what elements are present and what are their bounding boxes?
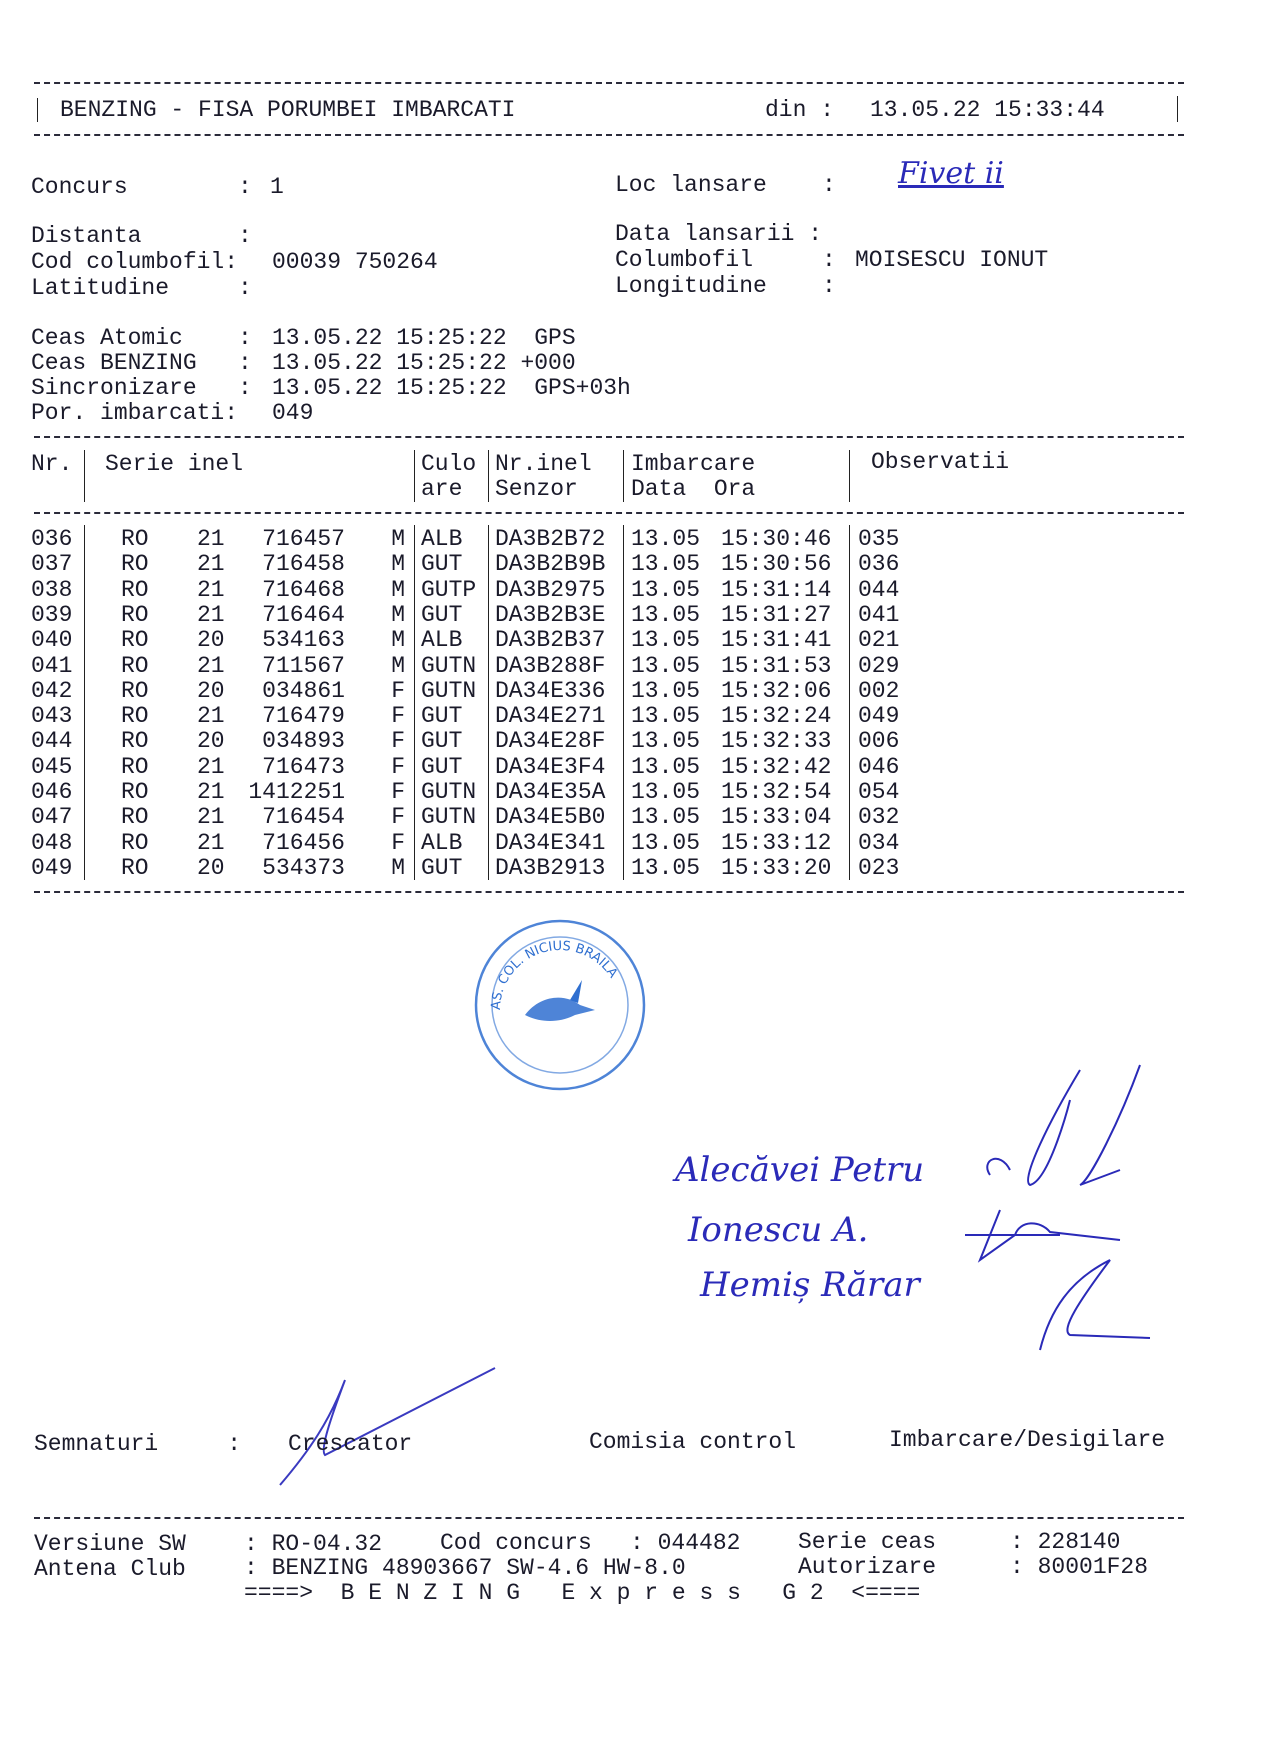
cell-obs: 034 [858, 829, 900, 856]
col-sep [623, 677, 624, 703]
cell-culoare: GUT [421, 728, 463, 755]
col-sep [414, 803, 415, 829]
col-sep [84, 626, 85, 652]
col-sep [849, 525, 850, 551]
col-sep [488, 601, 489, 627]
cell-ora: 15:33:04 [721, 804, 832, 831]
col-sep [84, 854, 85, 880]
col-data-ora: Data Ora [631, 476, 756, 502]
cell-inel: 716457 [262, 526, 345, 552]
autorizare-label: Autorizare [798, 1554, 937, 1580]
versiune-value: : RO-04.32 [244, 1531, 383, 1557]
cell-an: 21 [197, 601, 225, 628]
cell-inel: 716468 [262, 576, 345, 603]
columbofil-value: MOISESCU IONUT [855, 247, 1049, 273]
col-sep [414, 727, 415, 753]
col-sep [623, 525, 624, 551]
cell-data: 13.05 [631, 601, 701, 628]
col-sep [623, 854, 624, 880]
cell-nr: 049 [31, 854, 73, 881]
cell-sex: F [391, 703, 405, 730]
cell-senzor: DA3B2B72 [495, 526, 606, 552]
col-sep [488, 576, 489, 602]
cell-tara: RO [121, 728, 149, 755]
header-bar-left [37, 98, 38, 122]
cell-nr: 037 [31, 551, 73, 578]
col-sep [849, 677, 850, 703]
autorizare-value: : 80001F28 [1010, 1554, 1149, 1580]
cell-ora: 15:31:14 [721, 576, 832, 603]
cell-nr: 039 [31, 601, 73, 628]
col-sep [488, 829, 489, 855]
cell-senzor: DA3B2913 [495, 854, 606, 881]
col-nr: Nr. [31, 451, 73, 477]
benzing-banner: ====> B E N Z I N G E x p r e s s G 2 <==== [244, 1580, 921, 1606]
versiune-label: Versiune SW [34, 1531, 186, 1557]
cell-tara: RO [121, 779, 149, 805]
cell-senzor: DA3B2B37 [495, 627, 606, 654]
col-sep [488, 677, 489, 703]
cell-an: 21 [197, 753, 225, 780]
cell-inel: 534163 [262, 627, 345, 654]
handwritten-name-2: Ionescu A. [688, 1210, 869, 1250]
col-sep [623, 576, 624, 602]
col-sep [488, 550, 489, 576]
cell-nr: 038 [31, 576, 73, 603]
col-culoare: Culo [421, 451, 477, 477]
cell-sex: F [391, 779, 405, 805]
cell-obs: 041 [858, 601, 900, 628]
cell-nr: 046 [31, 779, 73, 805]
antena-value: : BENZING 48903667 SW-4.6 HW-8.0 [244, 1555, 686, 1581]
cell-inel: 716479 [262, 703, 345, 730]
handwritten-name-1: Alecăvei Petru [675, 1150, 925, 1190]
col-sep [488, 854, 489, 880]
crescator-label: Crescator [288, 1431, 413, 1457]
col-sep [414, 550, 415, 576]
col-sep [849, 829, 850, 855]
cell-data: 13.05 [631, 804, 701, 831]
col-sep [849, 727, 850, 753]
col-sep [849, 854, 850, 880]
cell-inel: 1412251 [248, 779, 345, 805]
cell-nr: 041 [31, 652, 73, 679]
col-sep [623, 550, 624, 576]
col-sep [84, 778, 85, 804]
imbarcare-label: Imbarcare/Desigilare [889, 1427, 1166, 1453]
col-sep [623, 652, 624, 678]
ceas-atomic-value: 13.05.22 15:25:22 GPS [272, 325, 576, 351]
col-sep [84, 727, 85, 753]
cell-senzor: DA34E35A [495, 779, 606, 805]
col-senzor: Senzor [495, 476, 578, 502]
col-sep [414, 829, 415, 855]
cell-an: 21 [197, 526, 225, 552]
cell-ora: 15:31:27 [721, 601, 832, 628]
cell-sex: F [391, 804, 405, 831]
cell-sex: M [391, 601, 405, 628]
col-sep [414, 626, 415, 652]
cell-data: 13.05 [631, 703, 701, 730]
col-sep [84, 450, 85, 502]
por-imbarcati-label: Por. imbarcati: [31, 400, 239, 426]
cell-senzor: DA3B2B9B [495, 551, 606, 578]
serie-ceas-label: Serie ceas [798, 1529, 937, 1555]
col-sep [849, 702, 850, 728]
col-observatii: Observatii [871, 449, 1010, 475]
cell-inel: 716456 [262, 829, 345, 856]
col-sep [84, 525, 85, 551]
cell-ora: 15:31:53 [721, 652, 832, 679]
crescator-signature [270, 1360, 510, 1490]
col-sep [488, 803, 489, 829]
cell-culoare: GUT [421, 753, 463, 780]
cell-senzor: DA34E28F [495, 728, 606, 755]
cell-nr: 045 [31, 753, 73, 780]
col-sep [623, 829, 624, 855]
col-sep [414, 576, 415, 602]
col-sep [849, 778, 850, 804]
cell-data: 13.05 [631, 677, 701, 704]
cell-inel: 034893 [262, 728, 345, 755]
cell-obs: 035 [858, 526, 900, 552]
col-sep [84, 829, 85, 855]
cell-sex: M [391, 854, 405, 881]
col-sep [623, 450, 624, 502]
cell-nr: 048 [31, 829, 73, 856]
cell-tara: RO [121, 703, 149, 730]
divider [34, 134, 1184, 136]
col-sep [849, 550, 850, 576]
cell-an: 21 [197, 576, 225, 603]
stamp-text: AS. COL. NICIUS BRAILA [488, 938, 621, 1011]
cell-senzor: DA3B2B3E [495, 601, 606, 628]
cell-culoare: ALB [421, 627, 463, 654]
col-sep [84, 677, 85, 703]
cell-an: 21 [197, 703, 225, 730]
col-sep [414, 677, 415, 703]
cell-ora: 15:30:56 [721, 551, 832, 578]
col-culoare-2: are [421, 476, 463, 502]
col-sep [414, 652, 415, 678]
cell-ora: 15:32:06 [721, 677, 832, 704]
col-sep [488, 778, 489, 804]
col-sep [84, 652, 85, 678]
cell-obs: 006 [858, 728, 900, 755]
col-sep [849, 576, 850, 602]
col-sep [623, 753, 624, 779]
col-sep [488, 652, 489, 678]
cell-sex: F [391, 728, 405, 755]
cell-data: 13.05 [631, 779, 701, 805]
col-sep [414, 778, 415, 804]
cell-nr: 047 [31, 804, 73, 831]
cell-data: 13.05 [631, 652, 701, 679]
cell-data: 13.05 [631, 854, 701, 881]
cell-ora: 15:32:54 [721, 779, 832, 805]
divider [34, 891, 1184, 893]
col-sep [84, 803, 85, 829]
header-bar-right [1177, 96, 1178, 122]
col-sep [849, 753, 850, 779]
concurs-value: 1 [270, 174, 284, 200]
cell-obs: 023 [858, 854, 900, 881]
cell-an: 21 [197, 779, 225, 805]
cell-an: 21 [197, 652, 225, 679]
col-sep [849, 601, 850, 627]
cell-inel: 716454 [262, 804, 345, 831]
cell-inel: 716473 [262, 753, 345, 780]
cell-sex: M [391, 526, 405, 552]
col-sep [414, 601, 415, 627]
document-title: BENZING - FISA PORUMBEI IMBARCATI [60, 97, 516, 123]
divider [34, 1517, 1184, 1519]
col-imbarcare: Imbarcare [631, 451, 756, 477]
longitudine-label: Longitudine : [615, 273, 836, 299]
cell-data: 13.05 [631, 753, 701, 780]
divider [34, 82, 1184, 84]
cell-sex: M [391, 576, 405, 603]
cell-ora: 15:31:41 [721, 627, 832, 654]
cell-culoare: GUTP [421, 576, 477, 603]
antena-label: Antena Club [34, 1556, 186, 1582]
col-sep [623, 702, 624, 728]
cell-an: 21 [197, 804, 225, 831]
col-sep [84, 576, 85, 602]
cell-ora: 15:32:33 [721, 728, 832, 755]
col-sep [414, 525, 415, 551]
cell-senzor: DA34E5B0 [495, 804, 606, 831]
cell-tara: RO [121, 551, 149, 578]
cell-tara: RO [121, 627, 149, 654]
divider [34, 512, 1184, 514]
cell-senzor: DA34E336 [495, 677, 606, 704]
col-sep [84, 702, 85, 728]
col-sep [849, 626, 850, 652]
club-stamp [470, 915, 650, 1095]
cell-sex: M [391, 627, 405, 654]
cell-culoare: GUTN [421, 779, 477, 805]
cell-inel: 716458 [262, 551, 345, 578]
cell-data: 13.05 [631, 829, 701, 856]
col-sep [488, 753, 489, 779]
serie-ceas-value: : 228140 [1010, 1529, 1121, 1555]
cell-sex: F [391, 829, 405, 856]
cell-inel: 711567 [262, 652, 345, 679]
cell-tara: RO [121, 601, 149, 628]
col-sep [84, 550, 85, 576]
por-imbarcati-value: 049 [272, 400, 314, 426]
col-sep [623, 727, 624, 753]
cell-an: 20 [197, 728, 225, 755]
cell-senzor: DA3B288F [495, 652, 606, 679]
cell-senzor: DA3B2975 [495, 576, 606, 603]
cell-data: 13.05 [631, 576, 701, 603]
cod-columbofil-value: 00039 750264 [272, 249, 438, 275]
distanta-label: Distanta : [31, 223, 252, 249]
cell-obs: 032 [858, 804, 900, 831]
ceas-benzing-label: Ceas BENZING : [31, 350, 252, 376]
cell-ora: 15:32:24 [721, 703, 832, 730]
col-sep [623, 626, 624, 652]
cell-nr: 036 [31, 526, 73, 552]
cell-sex: F [391, 677, 405, 704]
cell-tara: RO [121, 753, 149, 780]
cell-inel: 534373 [262, 854, 345, 881]
col-sep [488, 727, 489, 753]
sincronizare-value: 13.05.22 15:25:22 GPS+03h [272, 375, 631, 401]
data-lansarii-label: Data lansarii : [615, 221, 823, 247]
cell-obs: 054 [858, 779, 900, 805]
cell-tara: RO [121, 677, 149, 704]
cell-inel: 034861 [262, 677, 345, 704]
sincronizare-label: Sincronizare : [31, 375, 252, 401]
cell-tara: RO [121, 652, 149, 679]
cell-nr: 040 [31, 627, 73, 654]
cell-tara: RO [121, 804, 149, 831]
din-label: din : [765, 97, 835, 123]
col-sep [623, 778, 624, 804]
divider [34, 436, 1184, 438]
cell-obs: 002 [858, 677, 900, 704]
cell-ora: 15:30:46 [721, 526, 832, 552]
cell-culoare: GUT [421, 703, 463, 730]
commission-signatures [960, 1060, 1160, 1360]
cell-nr: 042 [31, 677, 73, 704]
cod-concurs-label: Cod concurs [440, 1530, 592, 1556]
col-sep [414, 450, 415, 502]
cell-culoare: ALB [421, 526, 463, 552]
cell-nr: 043 [31, 703, 73, 730]
cell-culoare: GUT [421, 854, 463, 881]
col-sep [414, 753, 415, 779]
col-sep [623, 601, 624, 627]
cell-ora: 15:33:12 [721, 829, 832, 856]
cell-culoare: GUTN [421, 804, 477, 831]
col-sep [414, 702, 415, 728]
col-sep [849, 803, 850, 829]
cell-culoare: GUT [421, 551, 463, 578]
ceas-benzing-value: 13.05.22 15:25:22 +000 [272, 350, 576, 376]
cell-senzor: DA34E341 [495, 829, 606, 856]
cell-sex: F [391, 753, 405, 780]
cod-concurs-value: : 044482 [630, 1530, 741, 1556]
cell-culoare: ALB [421, 829, 463, 856]
col-nr-inel: Nr.inel [495, 451, 592, 477]
cell-obs: 044 [858, 576, 900, 603]
cell-senzor: DA34E271 [495, 703, 606, 730]
cell-an: 20 [197, 854, 225, 881]
cell-obs: 029 [858, 652, 900, 679]
col-sep [849, 652, 850, 678]
loc-lansare-handwritten: Fivet ii [898, 156, 1004, 191]
cell-obs: 021 [858, 627, 900, 654]
cell-culoare: GUTN [421, 677, 477, 704]
cell-sex: M [391, 652, 405, 679]
cell-an: 20 [197, 677, 225, 704]
col-sep [849, 450, 850, 502]
cell-data: 13.05 [631, 627, 701, 654]
cell-nr: 044 [31, 728, 73, 755]
loc-lansare-label: Loc lansare : [615, 172, 836, 198]
cod-columbofil-label: Cod columbofil: [31, 249, 239, 275]
cell-data: 13.05 [631, 526, 701, 552]
cell-obs: 049 [858, 703, 900, 730]
cell-tara: RO [121, 854, 149, 881]
col-sep [84, 601, 85, 627]
cell-an: 21 [197, 551, 225, 578]
comisia-label: Comisia control [589, 1429, 797, 1455]
concurs-label: Concurs : [31, 174, 252, 200]
cell-sex: M [391, 551, 405, 578]
cell-ora: 15:33:20 [721, 854, 832, 881]
col-sep [84, 753, 85, 779]
cell-obs: 036 [858, 551, 900, 578]
din-value: 13.05.22 15:33:44 [870, 97, 1105, 123]
columbofil-label: Columbofil : [615, 247, 836, 273]
col-sep [488, 525, 489, 551]
ceas-atomic-label: Ceas Atomic : [31, 325, 252, 351]
cell-ora: 15:32:42 [721, 753, 832, 780]
col-serie-inel: Serie inel [105, 451, 244, 477]
cell-an: 20 [197, 627, 225, 654]
cell-culoare: GUTN [421, 652, 477, 679]
latitudine-label: Latitudine : [31, 275, 252, 301]
cell-culoare: GUT [421, 601, 463, 628]
cell-obs: 046 [858, 753, 900, 780]
col-sep [488, 702, 489, 728]
col-sep [488, 450, 489, 502]
cell-an: 21 [197, 829, 225, 856]
cell-senzor: DA34E3F4 [495, 753, 606, 780]
cell-tara: RO [121, 576, 149, 603]
cell-tara: RO [121, 829, 149, 856]
cell-data: 13.05 [631, 728, 701, 755]
cell-inel: 716464 [262, 601, 345, 628]
col-sep [623, 803, 624, 829]
cell-data: 13.05 [631, 551, 701, 578]
cell-tara: RO [121, 526, 149, 552]
col-sep [488, 626, 489, 652]
semnaturi-label: Semnaturi : [34, 1431, 242, 1457]
handwritten-name-3: Hemiș Rărar [700, 1265, 920, 1305]
col-sep [414, 854, 415, 880]
